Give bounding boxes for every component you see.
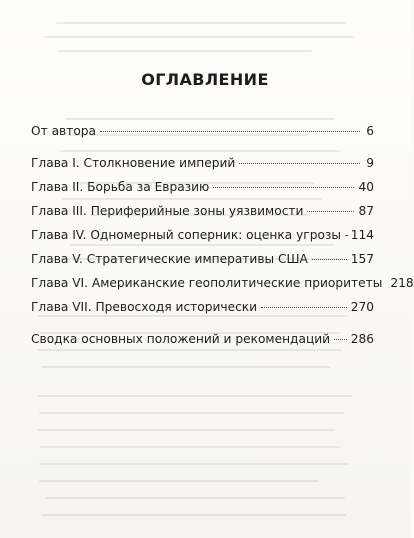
toc-page-number: 157 [350,252,374,266]
toc-title: Глава IV. Одномерный соперник: оценка угрозы [31,228,342,242]
toc-page-number: 40 [358,180,374,194]
page-title: ОГЛАВЛЕНИЕ [141,70,269,89]
toc-page-number: 6 [366,124,374,138]
toc-entry-chapter-4 [31,228,374,252]
toc-page-number: 270 [350,300,374,314]
toc-entry-summary [31,332,374,356]
toc-entry-chapter-3 [31,204,374,228]
toc-entry-chapter-5 [31,252,374,276]
toc-entry-chapter-6 [31,276,414,300]
leader-dots [307,211,354,212]
toc-entry-chapter-7 [31,300,374,324]
leader-dots [239,163,360,164]
toc-title: Глава III. Периферийные зоны уязвимости [31,204,304,218]
toc-title: Глава II. Борьба за Евразию [31,180,210,194]
leader-dots [213,187,354,188]
toc-page-number: 218 [390,276,414,290]
toc-page-number: 286 [350,332,374,346]
toc-page-number: 114 [350,228,374,242]
toc-page-number: 87 [358,204,374,218]
table-of-contents [31,124,414,356]
toc-page-number: 9 [366,156,374,170]
toc-title: Сводка основных положений и рекомендаций [31,332,331,346]
leader-dots [345,235,347,236]
toc-title: Глава VI. Американские геополитические приоритеты [31,276,383,290]
toc-entry-author [31,124,374,148]
toc-title: Глава V. Стратегические императивы США [31,252,308,266]
leader-dots [334,339,347,340]
leader-dots [261,307,347,308]
toc-entry-chapter-2 [31,180,374,204]
leader-dots [312,259,347,260]
toc-title: Глава I. Столкновение империй [31,156,236,170]
toc-entry-chapter-1 [31,156,374,180]
toc-title: Глава VII. Превосходя исторически [31,300,258,314]
toc-title: От автора [31,124,96,138]
leader-dots [100,131,360,132]
